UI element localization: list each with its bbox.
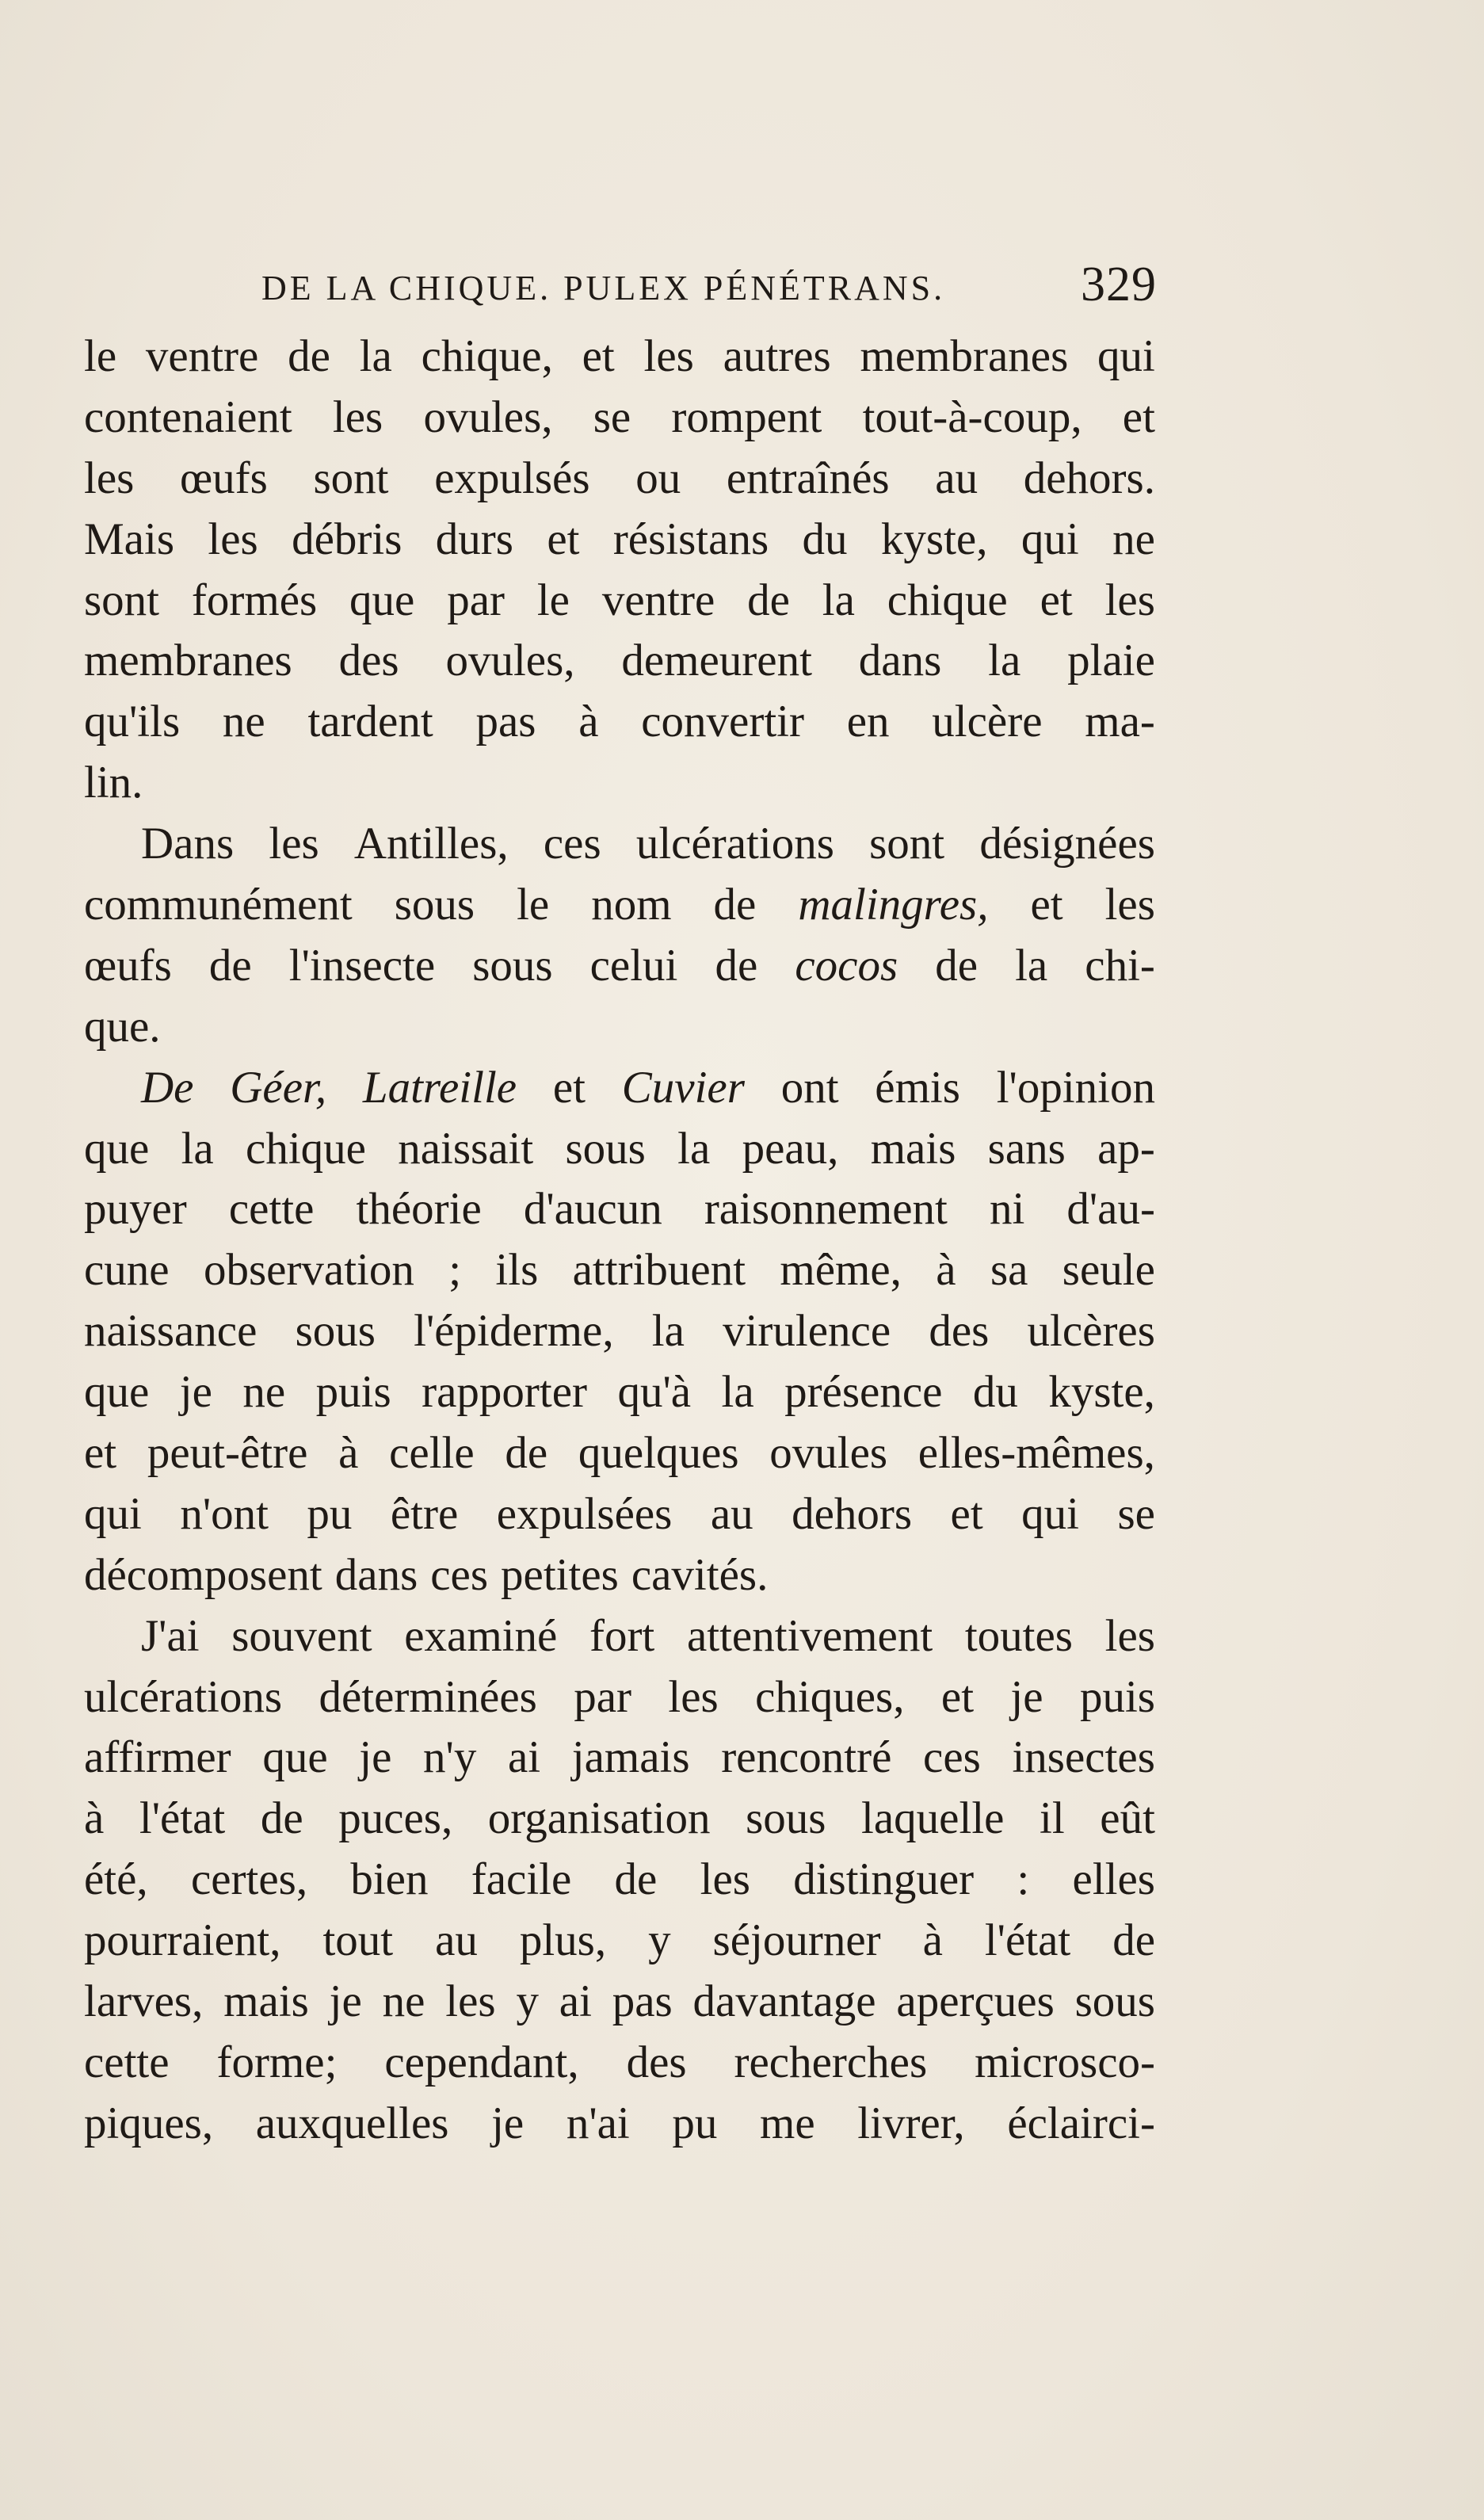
word: jamais [571,1732,690,1783]
word: que [349,575,415,625]
word: communément [84,880,353,930]
word: chi- [1085,940,1155,991]
word: je [359,1732,392,1783]
text-line [84,2094,1155,2155]
word: ai [559,1976,592,2027]
word: Cuvier [621,1062,745,1113]
word: je [179,1367,212,1418]
word: bien [350,1854,429,1905]
word: au [710,1488,753,1539]
word: chique [887,575,1008,625]
word: ne [242,1367,286,1418]
word: peut-être [147,1428,308,1479]
word: organisation [487,1793,711,1844]
word: que [84,1367,150,1418]
word: cependant, [384,2037,579,2087]
word: cette [84,2037,170,2087]
word: chiques, [755,1671,905,1722]
word: souvent [231,1610,372,1661]
word: puis [1079,1671,1155,1722]
word: livrer, [857,2098,965,2148]
word: des [626,2037,687,2087]
word: les [700,1854,750,1905]
word: l'opinion [996,1062,1155,1113]
word: durs [435,514,513,564]
word: auxquelles [255,2098,449,2148]
word: ulcères [1027,1306,1155,1357]
word: sa [990,1245,1028,1296]
word: y [516,1976,539,2027]
word: observation [203,1245,414,1296]
word: J'ai [141,1610,200,1661]
text-line [84,1423,1155,1484]
word: plaie [1067,636,1155,686]
word: sont [869,819,945,869]
word: et [1030,880,1063,930]
word: ; [448,1245,462,1296]
word: Latreille [362,1062,517,1113]
text-line [84,1789,1155,1850]
word: débris [292,514,402,564]
word: les [643,331,694,381]
word: et [582,331,615,381]
word: les [332,391,383,442]
word: elles [1072,1854,1155,1905]
word: toutes [964,1610,1073,1661]
word: membranes [84,636,292,686]
word: la [181,1123,214,1174]
word: de [614,1854,658,1905]
word: d'aucun [523,1184,662,1235]
word: qu'à [617,1367,692,1418]
word: je [491,2098,525,2148]
word: virulence [723,1306,891,1357]
word: recherches [734,2037,928,2087]
word: le [517,880,550,930]
word: ventre [601,575,715,625]
word: et [1122,391,1155,442]
word: celle [389,1428,475,1479]
text-line [84,510,1155,571]
word: la [359,331,392,381]
word: Mais [84,514,174,564]
word: qui [1021,1488,1079,1539]
word: n'y [423,1732,477,1783]
word: facile [471,1854,572,1905]
word: convertir [641,697,804,747]
word: me [760,2098,815,2148]
word: se [1117,1488,1155,1539]
word: : [1017,1854,1030,1905]
word: et [547,514,580,564]
word: d'au- [1066,1184,1155,1235]
word: naissance [84,1306,258,1357]
word: la [988,636,1021,686]
word: laquelle [861,1793,1005,1844]
word: De [141,1062,194,1113]
word: puis [315,1367,391,1418]
word: puces, [338,1793,453,1844]
word: les [208,514,258,564]
word: ovules, [445,636,575,686]
word: tout [322,1915,394,1966]
text-line [84,1119,1155,1180]
word: ni [989,1184,1025,1235]
word: les [1104,575,1155,625]
word: de [747,575,790,625]
text-line [84,1545,1155,1606]
word: le [84,331,117,381]
word: larves, [84,1976,204,2027]
word: cune [84,1245,170,1296]
word: dans [334,1549,418,1600]
word: dehors [792,1488,913,1539]
word: y [648,1915,671,1966]
word: que. [84,1001,161,1052]
text-line [84,1301,1155,1362]
word: tout-à-coup, [862,391,1082,442]
word: ovules, [423,391,553,442]
text-line [84,1362,1155,1423]
word: que [262,1732,328,1783]
text-line [84,692,1155,753]
word: naissait [398,1123,534,1174]
word: œufs [84,940,172,991]
word: kyste, [880,514,988,564]
word: des [929,1306,990,1357]
word: de [260,1793,303,1844]
word: être [390,1488,459,1539]
word: davantage [692,1976,876,2027]
word: rapporter [422,1367,587,1418]
word: sous [746,1793,826,1844]
word: des [338,636,399,686]
word: à [936,1245,956,1296]
word: lin. [84,758,143,808]
word: séjourner [712,1915,881,1966]
word: cette [228,1184,315,1235]
word: de [713,880,757,930]
word: présence [784,1367,943,1418]
word: contenaient [84,391,292,442]
word: par [574,1671,632,1722]
word: ne [222,697,265,747]
word: et [84,1428,117,1479]
word: se [593,391,631,442]
word: insectes [1012,1732,1155,1783]
word: je [329,1976,362,2027]
text-line [84,997,1155,1058]
word: les [445,1976,496,2027]
word: sous [472,940,553,991]
word: les [269,819,319,869]
word: théorie [356,1184,482,1235]
word: à [578,697,599,747]
word: ces [543,819,601,869]
word: ou [635,452,681,503]
word: les [668,1671,719,1722]
word: raisonnement [704,1184,948,1235]
word: sous [295,1306,376,1357]
word: seule [1062,1245,1155,1296]
word: ils [495,1245,539,1296]
word: sans [987,1123,1066,1174]
word: mais [870,1123,956,1174]
word: entraînés [726,452,890,503]
text-line [84,388,1155,449]
word: Géer, [230,1062,327,1113]
word: expulsées [496,1488,673,1539]
word: attribuent [572,1245,746,1296]
body-text [84,326,1155,2155]
word: nom [591,880,672,930]
word: qui [84,1488,142,1539]
word: par [447,575,505,625]
word: ne [1112,514,1155,564]
word: peau, [742,1123,839,1174]
word: la [721,1367,754,1418]
word: au [435,1915,478,1966]
word: certes, [190,1854,308,1905]
word: pas [612,1976,673,2027]
word: décomposent [84,1549,322,1600]
word: affirmer [84,1732,231,1783]
word: même, [780,1245,902,1296]
word: les [84,452,135,503]
word: qui [1020,514,1079,564]
word: que [84,1123,150,1174]
word: kyste, [1048,1367,1155,1418]
word: ont [780,1062,839,1113]
word: membranes [860,331,1069,381]
text-line [84,1911,1155,1972]
word: qui [1097,331,1155,381]
word: œufs [180,452,268,503]
word: Antilles, [353,819,509,869]
text-line [84,1728,1155,1789]
word: pas [475,697,536,747]
word: ai [507,1732,541,1783]
word: et [552,1062,586,1113]
page-number: 329 [1081,258,1157,311]
word: tardent [307,697,433,747]
word: n'ai [566,2098,630,2148]
word: à [338,1428,359,1479]
word: elles-mêmes, [917,1428,1155,1479]
word: émis [875,1062,960,1113]
word: examiné [404,1610,558,1661]
text-line [84,1667,1155,1728]
word: petites [501,1549,619,1600]
word: l'état [984,1915,1071,1966]
word: microsco- [975,2037,1155,2087]
word: de [288,331,330,381]
word: ma- [1085,697,1155,747]
text-line [84,814,1155,875]
word: distinguer [793,1854,975,1905]
word: puyer [84,1184,187,1235]
word: éclairci- [1007,2098,1155,2148]
word: quelques [578,1428,739,1479]
word: rencontré [721,1732,892,1783]
word: et [940,1671,975,1722]
word: cavités. [631,1549,769,1600]
word: de [208,940,252,991]
word: forme; [216,2037,338,2087]
word: mais [223,1976,309,2027]
text-line [84,1179,1155,1240]
text-line [84,753,1155,814]
text-line [84,631,1155,692]
word: ne [382,1976,425,2027]
word: qu'ils [84,697,181,747]
word: fort [589,1610,655,1661]
word: plus, [519,1915,607,1966]
word: du [802,514,848,564]
word: attentivement [686,1610,933,1661]
word: du [972,1367,1018,1418]
text-line [84,1058,1155,1119]
page-header [261,252,1157,323]
word: sont [313,452,389,503]
word: demeurent [621,636,812,686]
word: pu [672,2098,718,2148]
word: ovules [769,1428,888,1479]
word: les [1104,1610,1155,1661]
word: dehors. [1023,452,1155,503]
word: l'insecte [288,940,436,991]
text-line [84,875,1155,936]
word: ces [923,1732,981,1783]
word: ulcère [932,697,1043,747]
word: été, [84,1854,148,1905]
word: ces [430,1549,489,1600]
word: chique, [421,331,553,381]
word: sous [394,880,475,930]
text-line [84,1972,1155,2033]
word: l'épiderme, [414,1306,614,1357]
text-line [84,936,1155,997]
word: je [1010,1671,1043,1722]
word: désignées [979,819,1155,869]
word: n'ont [180,1488,269,1539]
word: aperçues [896,1976,1055,2027]
word: la [822,575,855,625]
word: la [1015,940,1048,991]
text-line [84,2033,1155,2094]
text-line [84,1484,1155,1545]
word: sous [1074,1976,1155,2027]
word: autres [723,331,831,381]
word: de [1112,1915,1155,1966]
running-title: DE LA CHIQUE. PULEX PÉNÉTRANS. [261,269,946,307]
word: ulcérations [84,1671,283,1722]
word: malingres, [798,880,989,930]
word: résistans [612,514,769,564]
word: à [84,1793,105,1844]
word: la [677,1123,711,1174]
word: ap- [1097,1123,1155,1174]
word: formés [191,575,318,625]
word: Dans [141,819,235,869]
text-line [84,449,1155,510]
word: eût [1100,1793,1155,1844]
word: la [651,1306,685,1357]
text-line [84,1850,1155,1911]
word: chique [246,1123,366,1174]
word: sous [565,1123,646,1174]
word: pu [307,1488,353,1539]
word: pourraient, [84,1915,281,1966]
word: de [505,1428,548,1479]
word: en [846,697,890,747]
text-line [84,1606,1155,1667]
word: le [536,575,570,625]
word: et [1040,575,1073,625]
word: de [715,940,758,991]
text-line [84,1240,1155,1301]
word: celui [589,940,678,991]
word: à [922,1915,943,1966]
word: l'état [139,1793,226,1844]
word: au [935,452,979,503]
word: expulsés [434,452,590,503]
word: ulcérations [635,819,834,869]
word: ventre [145,331,259,381]
word: déterminées [319,1671,537,1722]
word: il [1040,1793,1065,1844]
word: sont [84,575,160,625]
text-line [84,571,1155,632]
word: piques, [84,2098,214,2148]
text-line [84,326,1155,388]
word: les [1104,880,1155,930]
word: cocos [795,940,898,991]
word: dans [858,636,942,686]
word: rompent [671,391,822,442]
word: de [935,940,978,991]
word: et [950,1488,983,1539]
